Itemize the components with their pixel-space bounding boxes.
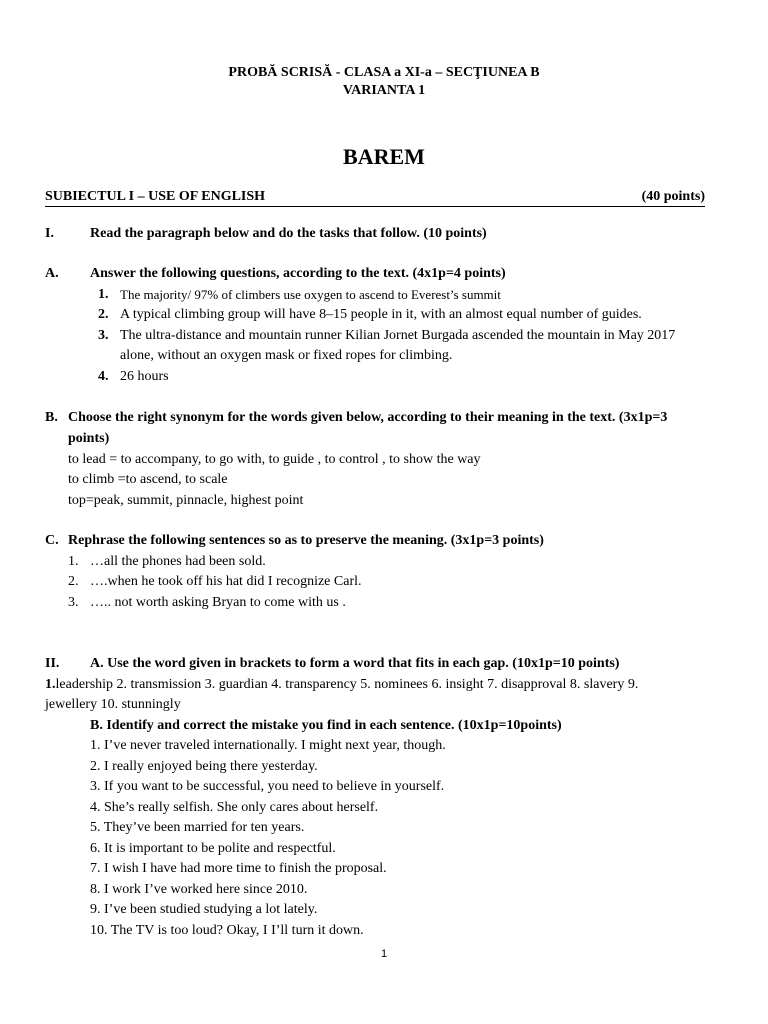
subject-heading (45, 187, 705, 207)
list-item-number: 2. (68, 574, 79, 589)
subject-points: (40 points) (641, 189, 705, 204)
answer-text: A typical climbing group will have 8–15 people in it, with an almost equal number of guides. (120, 307, 642, 322)
correction-item: 8. I work I’ve worked here since 2010. (90, 882, 308, 897)
exam-header-line2: VARIANTA 1 (342, 83, 426, 98)
list-item-number: 1. (68, 554, 79, 569)
part2-a-heading: A. Use the word given in brackets to form a word that fits in each gap. (10x1p=10 points) (90, 656, 620, 671)
synonym-line: to lead = to accompany, to go with, to guide , to control , to show the way (68, 452, 481, 467)
correction-item: 7. I wish I have had more time to finish the proposal. (90, 861, 387, 876)
part1-b-heading: Choose the right synonym for the words given below, according to their meaning in the text. (3x1p=3 (68, 410, 668, 425)
exam-header-line1: PROBĂ SCRISĂ - CLASA a XI-a – SECŢIUNEA B (228, 65, 540, 80)
page-number: 1 (380, 948, 388, 960)
word-formation-line1: leadership 2. transmission 3. guardian 4. transparency 5. nominees 6. insight 7. disapproval 8. slavery 9. (55, 677, 639, 692)
page-title: BAREM (343, 144, 425, 169)
correction-item: 9. I’ve been studied studying a lot lately. (90, 902, 318, 917)
synonym-line: top=peak, summit, pinnacle, highest point (68, 493, 304, 508)
correction-item: 10. The TV is too loud? Okay, I I’ll turn it down. (90, 923, 364, 938)
answer-text: 26 hours (120, 369, 169, 384)
part1-c-letter: C. (45, 533, 59, 548)
rephrase-answer: …all the phones had been sold. (90, 554, 266, 569)
list-item-number: 4. (98, 369, 109, 384)
list-item-number: 3. (68, 595, 79, 610)
correction-item: 6. It is important to be polite and respectful. (90, 841, 336, 856)
synonym-line: to climb =to ascend, to scale (68, 472, 228, 487)
correction-item: 3. If you want to be successful, you need to believe in yourself. (90, 779, 445, 794)
part1-number: I. (45, 226, 54, 241)
rephrase-answer: ….. not worth asking Bryan to come with us . (90, 595, 346, 610)
correction-item: 2. I really enjoyed being there yesterday. (90, 759, 318, 774)
correction-item: 5. They’ve been married for ten years. (90, 820, 305, 835)
rephrase-answer: ….when he took off his hat did I recognize Carl. (90, 574, 362, 589)
list-item-number: 1. (98, 287, 109, 302)
subject-label: SUBIECTUL I – USE OF ENGLISH (45, 189, 266, 204)
answer-text-continued: alone, without an oxygen mask or fixed ropes for climbing. (120, 348, 453, 363)
word-formation-first-number: 1. (45, 677, 56, 692)
list-item-number: 3. (98, 328, 109, 343)
part1-a-heading: Answer the following questions, according to the text. (4x1p=4 points) (90, 266, 506, 281)
answer-text: The ultra-distance and mountain runner Kilian Jornet Burgada ascended the mountain in May 2017 (120, 328, 676, 343)
list-item-number: 2. (98, 307, 109, 322)
word-formation-answers (45, 675, 638, 695)
correction-item: 1. I’ve never traveled internationally. I might next year, though. (90, 738, 446, 753)
part2-number: II. (45, 656, 60, 671)
part1-b-heading-continued: points) (68, 431, 110, 446)
answer-text: The majority/ 97% of climbers use oxygen to ascend to Everest’s summit (120, 287, 501, 302)
part2-b-heading: B. Identify and correct the mistake you find in each sentence. (10x1p=10points) (90, 718, 562, 733)
part1-b-letter: B. (45, 410, 58, 425)
part1-a-letter: A. (45, 266, 59, 281)
word-formation-line2: jewellery 10. stunningly (45, 697, 181, 712)
part1-heading: Read the paragraph below and do the tasks that follow. (10 points) (90, 226, 487, 241)
correction-item: 4. She’s really selfish. She only cares about herself. (90, 800, 379, 815)
part1-c-heading: Rephrase the following sentences so as to preserve the meaning. (3x1p=3 points) (68, 533, 544, 548)
